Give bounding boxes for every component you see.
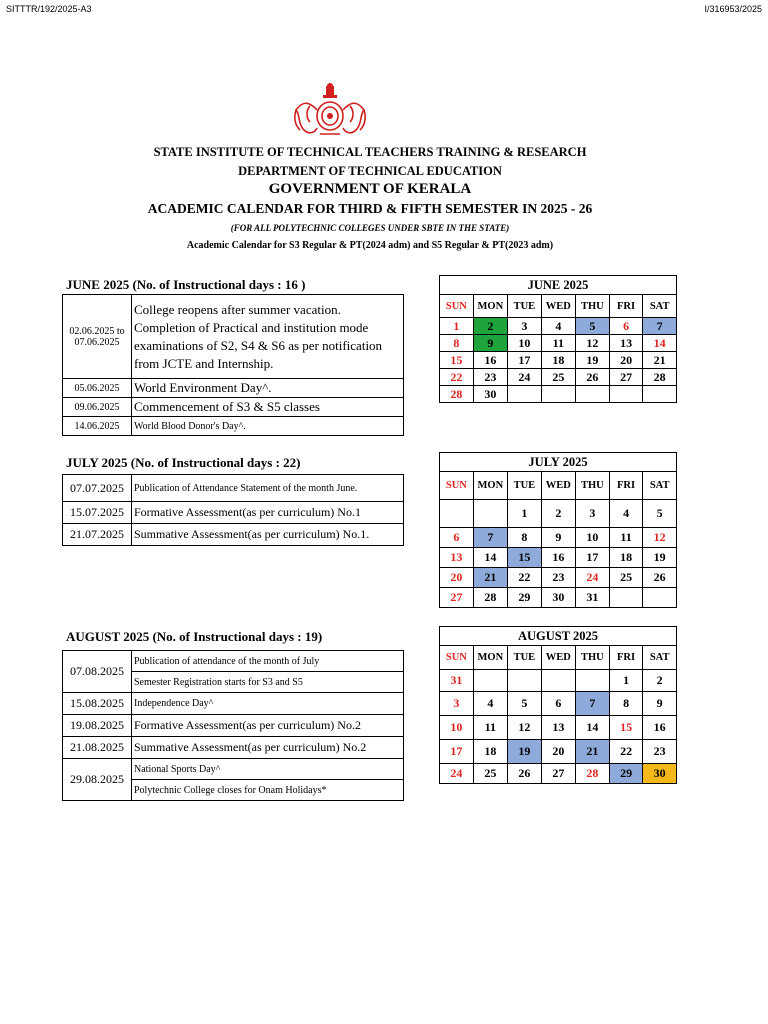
calendar-day: 13 (609, 335, 642, 352)
july-calendar (439, 452, 677, 608)
calendar-day: 8 (440, 335, 474, 352)
event-date: 07.08.2025 (63, 651, 132, 693)
event-text: College reopens after summer vacation. Completion of Practical and institution mode examinations of S2, S4 & S6 as per notification from JCTE and Internship. (132, 295, 404, 379)
event-text: Independence Day^ (132, 693, 404, 715)
calendar-day (507, 386, 541, 403)
weekday-header: SUN (440, 646, 474, 670)
calendar-day: 22 (440, 369, 474, 386)
calendar-day: 6 (440, 528, 474, 548)
table-row (63, 759, 404, 780)
june-section-title: JUNE 2025 (No. of Instructional days : 16 ) (66, 277, 306, 292)
calendar-day: 1 (507, 500, 541, 528)
calendar-day: 9 (473, 335, 507, 352)
calendar-day (643, 588, 677, 608)
june-events-table (62, 294, 404, 436)
event-text: National Sports Day^ (132, 759, 404, 780)
calendar-day: 4 (541, 318, 575, 335)
weekday-header: SUN (440, 472, 474, 500)
calendar-day: 11 (473, 716, 507, 740)
weekday-header: TUE (507, 646, 541, 670)
calendar-day: 6 (609, 318, 642, 335)
table-row (63, 524, 404, 546)
calendar-day: 26 (507, 764, 541, 784)
calendar-day: 15 (440, 352, 474, 369)
event-date: 14.06.2025 (63, 417, 132, 436)
calendar-day (609, 588, 642, 608)
weekday-header: FRI (609, 295, 642, 318)
calendar-day: 29 (507, 588, 541, 608)
calendar-title: JULY 2025 (440, 453, 677, 472)
calendar-day: 3 (575, 500, 609, 528)
weekday-header: SAT (643, 646, 677, 670)
calendar-day: 8 (609, 692, 642, 716)
event-text: Formative Assessment(as per curriculum) No.1 (132, 502, 404, 524)
calendar-day: 25 (541, 369, 575, 386)
calendar-day (440, 500, 474, 528)
august-section-title: AUGUST 2025 (No. of Instructional days : 19) (66, 629, 323, 644)
calendar-day: 22 (507, 568, 541, 588)
calendar-day: 27 (440, 588, 474, 608)
event-date: 07.07.2025 (63, 475, 132, 502)
calendar-day: 16 (473, 352, 507, 369)
calendar-day: 7 (575, 692, 609, 716)
calendar-day: 27 (609, 369, 642, 386)
event-text: Summative Assessment(as per curriculum) No.1. (132, 524, 404, 546)
event-text: Publication of Attendance Statement of the month June. (132, 475, 404, 502)
weekday-header: TUE (507, 472, 541, 500)
calendar-day: 9 (643, 692, 677, 716)
event-date: 15.08.2025 (63, 693, 132, 715)
event-text: Commencement of S3 & S5 classes (132, 398, 404, 417)
calendar-day: 4 (609, 500, 642, 528)
event-date: 15.07.2025 (63, 502, 132, 524)
weekday-header: WED (541, 295, 575, 318)
table-row (63, 737, 404, 759)
calendar-day: 21 (575, 740, 609, 764)
calendar-day: 21 (643, 352, 677, 369)
calendar-day: 5 (643, 500, 677, 528)
event-date: 09.06.2025 (63, 398, 132, 417)
document-reference-left: SITTTR/192/2025-A3 (6, 4, 92, 14)
event-text: Summative Assessment(as per curriculum) No.2 (132, 737, 404, 759)
calendar-day: 18 (609, 548, 642, 568)
calendar-title: JUNE 2025 (440, 276, 677, 295)
event-date: 02.06.2025 to 07.06.2025 (63, 295, 132, 379)
calendar-day: 2 (541, 500, 575, 528)
calendar-day: 30 (473, 386, 507, 403)
calendar-day: 13 (541, 716, 575, 740)
calendar-day: 18 (473, 740, 507, 764)
calendar-day: 6 (541, 692, 575, 716)
calendar-day: 14 (473, 548, 507, 568)
calendar-day: 14 (575, 716, 609, 740)
kerala-emblem-icon (290, 80, 370, 140)
calendar-day: 20 (609, 352, 642, 369)
july-section-title: JULY 2025 (No. of Instructional days : 22) (66, 455, 301, 470)
weekday-header: MON (473, 295, 507, 318)
calendar-day: 1 (609, 670, 642, 692)
calendar-day: 7 (643, 318, 677, 335)
calendar-day: 28 (440, 386, 474, 403)
calendar-day: 1 (440, 318, 474, 335)
calendar-day: 7 (473, 528, 507, 548)
calendar-day: 11 (609, 528, 642, 548)
calendar-day: 3 (507, 318, 541, 335)
july-events-table (62, 474, 404, 546)
calendar-day: 5 (507, 692, 541, 716)
table-row (63, 502, 404, 524)
weekday-header: WED (541, 472, 575, 500)
calendar-day: 15 (609, 716, 642, 740)
calendar-day (473, 500, 507, 528)
weekday-header: THU (575, 472, 609, 500)
event-date: 21.07.2025 (63, 524, 132, 546)
calendar-day: 25 (473, 764, 507, 784)
calendar-day: 21 (473, 568, 507, 588)
calendar-day: 13 (440, 548, 474, 568)
calendar-day: 25 (609, 568, 642, 588)
weekday-header: FRI (609, 472, 642, 500)
calendar-day: 30 (541, 588, 575, 608)
calendar-day: 17 (575, 548, 609, 568)
calendar-day: 24 (507, 369, 541, 386)
table-row (63, 417, 404, 436)
calendar-day: 23 (473, 369, 507, 386)
june-calendar (439, 275, 677, 403)
event-text: Formative Assessment(as per curriculum) No.2 (132, 715, 404, 737)
calendar-day: 28 (643, 369, 677, 386)
calendar-day (507, 670, 541, 692)
calendar-day: 19 (507, 740, 541, 764)
calendar-day: 19 (643, 548, 677, 568)
calendar-scope-note: (FOR ALL POLYTECHNIC COLLEGES UNDER SBTE IN THE STATE) (230, 223, 510, 233)
calendar-day: 17 (440, 740, 474, 764)
calendar-day: 24 (575, 568, 609, 588)
event-text: Semester Registration starts for S3 and S5 (132, 672, 404, 693)
calendar-day (643, 386, 677, 403)
event-date: 29.08.2025 (63, 759, 132, 801)
calendar-day: 31 (575, 588, 609, 608)
weekday-header: WED (541, 646, 575, 670)
calendar-day: 18 (541, 352, 575, 369)
event-text: Polytechnic College closes for Onam Holidays* (132, 780, 404, 801)
calendar-day: 9 (541, 528, 575, 548)
calendar-day: 27 (541, 764, 575, 784)
calendar-day (609, 386, 642, 403)
government-title: GOVERNMENT OF KERALA (268, 181, 472, 197)
calendar-day: 28 (575, 764, 609, 784)
calendar-day: 19 (575, 352, 609, 369)
calendar-day: 11 (541, 335, 575, 352)
calendar-day: 16 (541, 548, 575, 568)
august-events-table (62, 650, 404, 801)
calendar-title: AUGUST 2025 (440, 627, 677, 646)
document-reference-right: I/316953/2025 (704, 4, 762, 14)
calendar-day: 12 (575, 335, 609, 352)
august-calendar (439, 626, 677, 784)
weekday-header: THU (575, 295, 609, 318)
table-row (63, 398, 404, 417)
calendar-subheading: Academic Calendar for S3 Regular & PT(2024 adm) and S5 Regular & PT(2023 adm) (186, 240, 554, 251)
calendar-day (575, 670, 609, 692)
calendar-day: 10 (575, 528, 609, 548)
calendar-day: 12 (507, 716, 541, 740)
department-title: DEPARTMENT OF TECHNICAL EDUCATION (238, 164, 502, 178)
event-date: 19.08.2025 (63, 715, 132, 737)
calendar-day: 16 (643, 716, 677, 740)
calendar-day: 4 (473, 692, 507, 716)
table-row (63, 651, 404, 672)
calendar-day: 5 (575, 318, 609, 335)
table-row (63, 693, 404, 715)
calendar-day: 10 (440, 716, 474, 740)
calendar-day (473, 670, 507, 692)
calendar-day: 24 (440, 764, 474, 784)
calendar-day: 10 (507, 335, 541, 352)
calendar-day: 14 (643, 335, 677, 352)
calendar-day: 2 (643, 670, 677, 692)
event-text: Publication of attendance of the month of July (132, 651, 404, 672)
weekday-header: SAT (643, 472, 677, 500)
institute-title: STATE INSTITUTE OF TECHNICAL TEACHERS TRAINING & RESEARCH (153, 145, 587, 159)
calendar-heading: ACADEMIC CALENDAR FOR THIRD & FIFTH SEMESTER IN 2025 - 26 (147, 201, 593, 216)
calendar-day: 3 (440, 692, 474, 716)
calendar-day: 23 (643, 740, 677, 764)
weekday-header: SUN (440, 295, 474, 318)
table-row (63, 715, 404, 737)
weekday-header: MON (473, 646, 507, 670)
calendar-day: 31 (440, 670, 474, 692)
weekday-header: THU (575, 646, 609, 670)
calendar-day (575, 386, 609, 403)
calendar-day: 28 (473, 588, 507, 608)
calendar-day: 20 (440, 568, 474, 588)
calendar-day: 15 (507, 548, 541, 568)
calendar-day: 8 (507, 528, 541, 548)
table-row (63, 475, 404, 502)
event-date: 21.08.2025 (63, 737, 132, 759)
weekday-header: MON (473, 472, 507, 500)
calendar-day: 26 (575, 369, 609, 386)
calendar-day: 12 (643, 528, 677, 548)
calendar-day: 20 (541, 740, 575, 764)
calendar-day: 22 (609, 740, 642, 764)
calendar-day (541, 386, 575, 403)
event-date: 05.06.2025 (63, 379, 132, 398)
event-text: World Blood Donor's Day^. (132, 417, 404, 436)
event-text: World Environment Day^. (132, 379, 404, 398)
calendar-day: 2 (473, 318, 507, 335)
calendar-day: 17 (507, 352, 541, 369)
calendar-day: 30 (643, 764, 677, 784)
calendar-day: 26 (643, 568, 677, 588)
table-row (63, 295, 404, 379)
table-row (63, 379, 404, 398)
weekday-header: FRI (609, 646, 642, 670)
weekday-header: SAT (643, 295, 677, 318)
weekday-header: TUE (507, 295, 541, 318)
calendar-day: 23 (541, 568, 575, 588)
calendar-day (541, 670, 575, 692)
calendar-day: 29 (609, 764, 642, 784)
